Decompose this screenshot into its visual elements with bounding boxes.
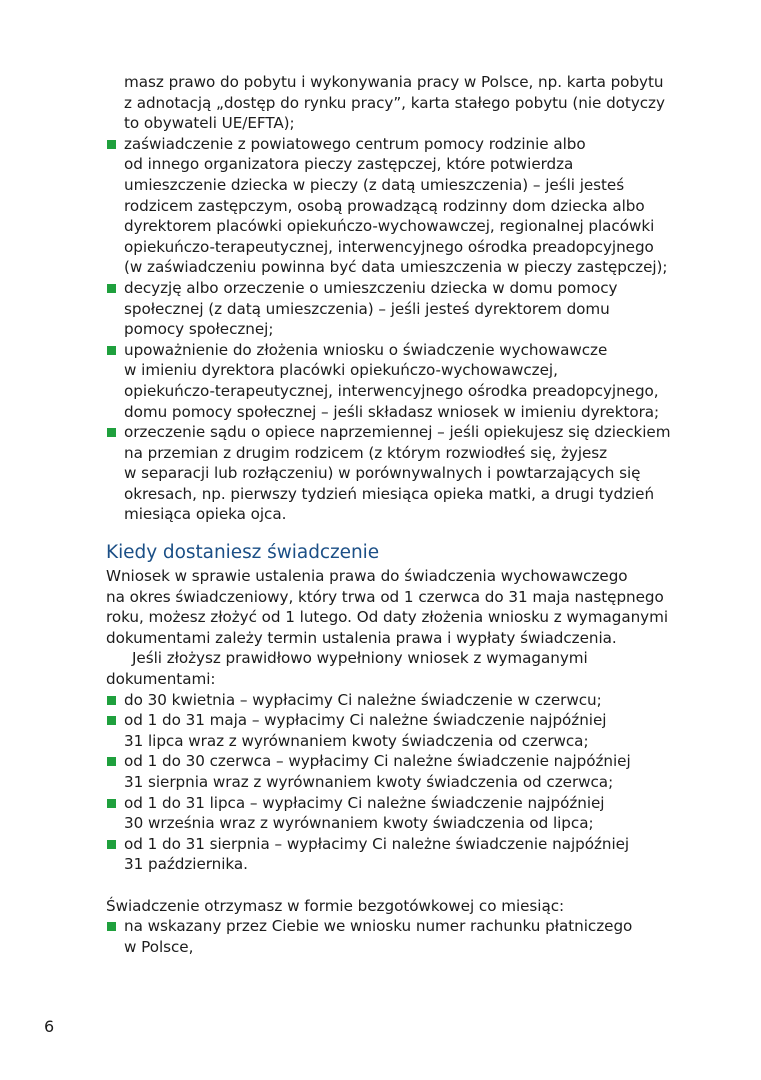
section-heading: Kiedy dostaniesz świadczenie [106, 542, 380, 564]
text-line: dyrektorem placówki opiekuńczo-wychowawczej, regionalnej placówki [124, 217, 655, 236]
text-line: domu pomocy społecznej – jeśli składasz wniosek w imieniu dyrektora; [124, 402, 660, 421]
text-line: społecznej (z datą umieszczenia) – jeśli jesteś dyrektorem domu [124, 299, 610, 318]
text-line: 31 października. [124, 855, 248, 874]
text-line: w Polsce, [124, 937, 194, 956]
text-line: umieszczenie dziecka w pieczy (z datą umieszczenia) – jeśli jesteś [124, 175, 625, 194]
list-item [106, 834, 676, 875]
text-line: od 1 do 31 sierpnia – wypłacimy Ci należne świadczenie najpóźniej [124, 834, 630, 853]
section-paragraph-2 [106, 648, 676, 689]
section-paragraph [106, 566, 676, 648]
page-number: 6 [44, 1017, 55, 1036]
bullet-continuation [106, 72, 676, 134]
spacer [106, 875, 676, 896]
list-item [106, 751, 676, 792]
documents-list [106, 134, 676, 525]
list-item [106, 710, 676, 751]
text-line: okresach, np. pierwszy tydzień miesiąca opieka matki, a drugi tydzień [124, 484, 655, 503]
text-line: do 30 kwietnia – wypłacimy Ci należne świadczenie w czerwcu; [124, 690, 602, 709]
list-item [106, 916, 676, 957]
text-line: od 1 do 31 maja – wypłacimy Ci należne świadczenie najpóźniej [124, 711, 607, 730]
text-line: upoważnienie do złożenia wniosku o świadczenie wychowawcze [124, 340, 608, 359]
text-line: Wniosek w sprawie ustalenia prawa do świadczenia wychowawczego [106, 567, 628, 586]
square-bullet-icon [107, 840, 116, 849]
text-line: w imieniu dyrektora placówki opiekuńczo-wychowawczej, [124, 361, 558, 380]
square-bullet-icon [107, 716, 116, 725]
square-bullet-icon [107, 757, 116, 766]
text-line: z adnotacją „dostęp do rynku pracy”, karta stałego pobytu (nie dotyczy [124, 93, 665, 112]
text-line: w separacji lub rozłączeniu) w porównywalnych i powtarzających się [124, 464, 641, 483]
text-line: (w zaświadczeniu powinna być data umieszczenia w pieczy zastępczej); [124, 258, 668, 277]
text-line: 31 sierpnia wraz z wyrównaniem kwoty świadczenia od czerwca; [124, 773, 614, 791]
square-bullet-icon [107, 799, 116, 808]
text-line: 30 września wraz z wyrównaniem kwoty świadczenia od lipca; [124, 814, 594, 833]
page-content [106, 72, 676, 957]
text-line: masz prawo do pobytu i wykonywania pracy w Polsce, np. karta pobytu [124, 73, 664, 91]
list-item [106, 278, 676, 340]
list-item [106, 690, 676, 711]
cashless-intro: Świadczenie otrzymasz w formie bezgotówkowej co miesiąc: [106, 896, 565, 915]
payment-schedule-list [106, 690, 676, 875]
text-line: Jeśli złożysz prawidłowo wypełniony wniosek z wymaganymi [132, 649, 588, 668]
square-bullet-icon [107, 696, 116, 705]
square-bullet-icon [107, 428, 116, 437]
text-line: pomocy społecznej; [124, 320, 274, 339]
list-item [106, 422, 676, 525]
text-line: decyzję albo orzeczenie o umieszczeniu dziecka w domu pomocy [124, 278, 618, 297]
text-line: roku, możesz złożyć od 1 lutego. Od daty złożenia wniosku z wymaganymi [106, 608, 669, 627]
text-line: od 1 do 30 czerwca – wypłacimy Ci należne świadczenie najpóźniej [124, 752, 631, 771]
list-item [106, 134, 676, 278]
list-item [106, 793, 676, 834]
text-line: od innego organizatora pieczy zastępczej, które potwierdza [124, 155, 574, 174]
text-line: na okres świadczeniowy, który trwa od 1 czerwca do 31 maja następnego [106, 587, 664, 606]
text-line: na przemian z drugim rodzicem (z którym rozwiodłeś się, żyjesz [124, 443, 608, 462]
text-line: zaświadczenie z powiatowego centrum pomocy rodzinie albo [124, 134, 586, 153]
text-line: orzeczenie sądu o opiece naprzemiennej – jeśli opiekujesz się dzieckiem [124, 423, 671, 442]
text-line: dokumentami: [106, 670, 216, 689]
list-item [106, 340, 676, 422]
text-line: rodzicem zastępczym, osobą prowadzącą rodzinny dom dziecka albo [124, 196, 645, 215]
square-bullet-icon [107, 922, 116, 931]
square-bullet-icon [107, 346, 116, 355]
square-bullet-icon [107, 140, 116, 149]
text-line: opiekuńczo-terapeutycznej, interwencyjnego ośrodka preadopcyjnego [124, 237, 654, 256]
cashless-list [106, 916, 676, 957]
text-line: na wskazany przez Ciebie we wniosku numer rachunku płatniczego [124, 917, 633, 936]
text-line: to obywateli UE/EFTA); [124, 114, 295, 133]
text-line: miesiąca opieka ojca. [124, 505, 287, 524]
text-line: od 1 do 31 lipca – wypłacimy Ci należne świadczenie najpóźniej [124, 793, 605, 812]
text-line: opiekuńczo-terapeutycznej, interwencyjnego ośrodka preadopcyjnego, [124, 381, 659, 400]
text-line: 31 lipca wraz z wyrównaniem kwoty świadczenia od czerwca; [124, 731, 589, 750]
square-bullet-icon [107, 284, 116, 293]
text-line: dokumentami zależy termin ustalenia prawa i wypłaty świadczenia. [106, 628, 617, 647]
